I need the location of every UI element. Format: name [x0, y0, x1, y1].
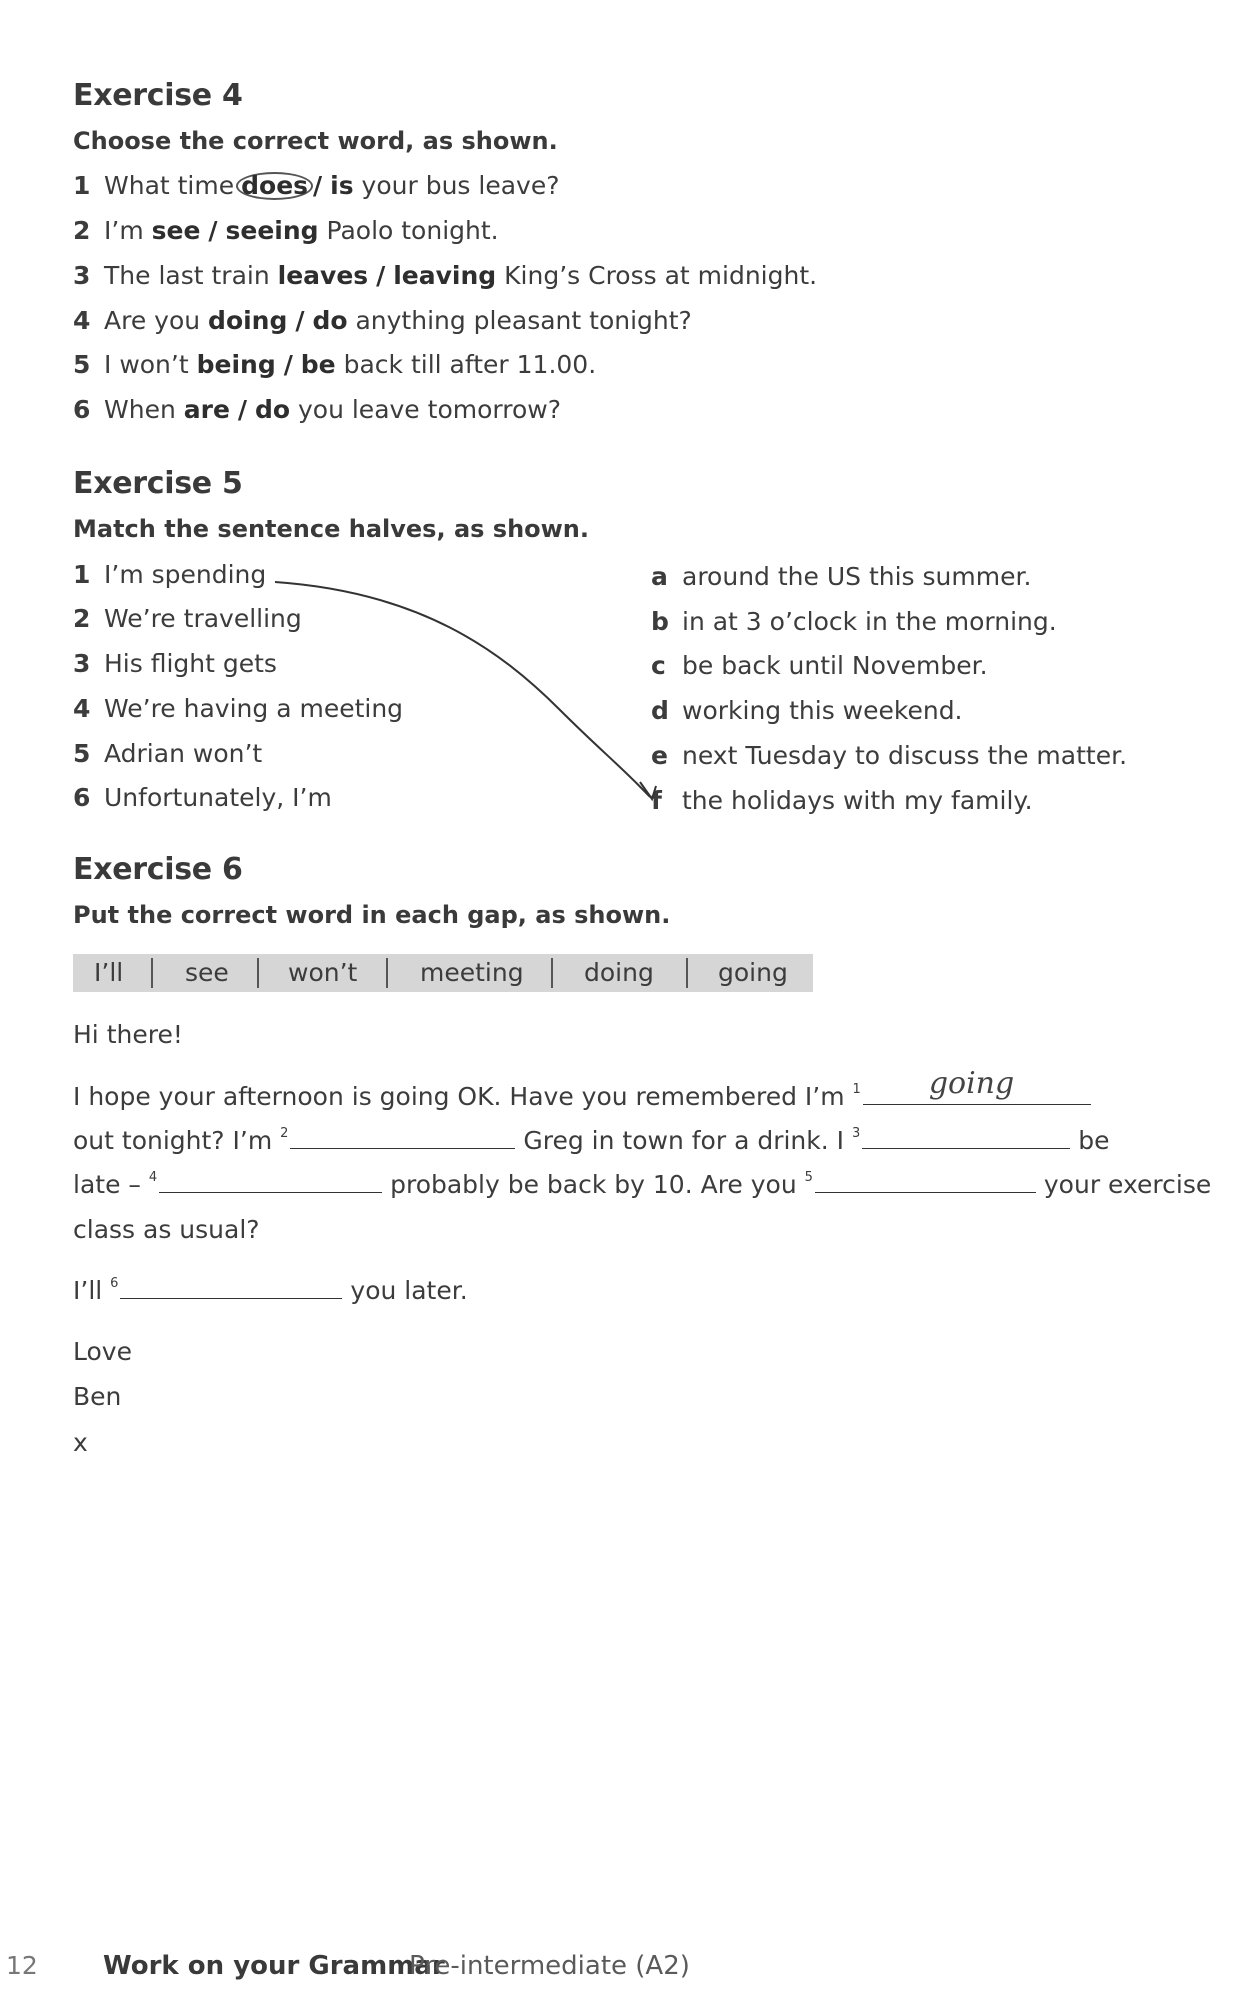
letter-line-2: out tonight? I’m $^2$ Greg in town for a drink. I $^3$ be — [73, 1126, 1110, 1155]
letter-sign-name: Ben — [73, 1382, 122, 1411]
word-separator — [257, 958, 259, 988]
word-box-item: see — [185, 958, 229, 987]
ex5-left-1: 1 I’m spending — [73, 560, 267, 589]
book-title: Work on your Grammar — [103, 1951, 445, 1981]
letter-line-5: I’ll $^6$ you later. — [73, 1276, 468, 1305]
book-level: Pre-intermediate (A2) — [409, 1951, 690, 1981]
exercise-5-instruction: Match the sentence halves, as shown. — [73, 515, 590, 543]
ex4-item-6: 6 When are / do you leave tomorrow? — [73, 395, 561, 424]
word-box-item: going — [718, 958, 788, 987]
page-number: 12 — [6, 1951, 38, 1980]
letter-sign-kiss: x — [73, 1428, 88, 1457]
exercise-4-instruction: Choose the correct word, as shown. — [73, 127, 558, 155]
ex4-item-4: 4 Are you doing / do anything pleasant tonight? — [73, 306, 692, 335]
letter-greeting: Hi there! — [73, 1020, 183, 1049]
ex5-right-f: f the holidays with my family. — [651, 786, 1033, 815]
ex5-left-3: 3 His flight gets — [73, 649, 277, 678]
word-box-item: won’t — [288, 958, 358, 987]
exercise-5-title: Exercise 5 — [73, 466, 243, 501]
word-separator — [686, 958, 688, 988]
exercise-6-instruction: Put the correct word in each gap, as shown. — [73, 901, 671, 929]
letter-line-1: I hope your afternoon is going OK. Have you remembered I’m $^1$ going — [73, 1082, 1091, 1111]
ex4-item-5: 5 I won’t being / be back till after 11.00. — [73, 350, 597, 379]
letter-sign-love: Love — [73, 1337, 132, 1366]
word-box-item: doing — [584, 958, 654, 987]
ex4-item-2: 2 I’m see / seeing Paolo tonight. — [73, 216, 499, 245]
ex5-right-e: e next Tuesday to discuss the matter. — [651, 741, 1128, 770]
ex5-right-d: d working this weekend. — [651, 696, 963, 725]
letter-line-3: late – $^4$ probably be back by 10. Are you $^5$ your exercise — [73, 1170, 1212, 1199]
gap-4[interactable] — [159, 1170, 382, 1193]
ex5-right-c: c be back until November. — [651, 651, 988, 680]
word-separator — [386, 958, 388, 988]
word-box-item: I’ll — [94, 958, 124, 987]
letter-line-4: class as usual? — [73, 1215, 260, 1244]
word-separator — [151, 958, 153, 988]
ex5-right-a: a around the US this summer. — [651, 562, 1032, 591]
handwritten-answer: going — [928, 1066, 1015, 1101]
exercise-4-title: Exercise 4 — [73, 78, 243, 113]
ex5-left-2: 2 We’re travelling — [73, 604, 302, 633]
circled-answer: does — [236, 172, 313, 200]
gap-2[interactable] — [290, 1126, 515, 1149]
gap-3[interactable] — [862, 1126, 1070, 1149]
ex5-left-6: 6 Unfortunately, I’m — [73, 783, 332, 812]
gap-6[interactable] — [120, 1276, 342, 1299]
exercise-6-title: Exercise 6 — [73, 852, 243, 887]
gap-1[interactable] — [863, 1066, 1091, 1105]
gap-5[interactable] — [815, 1170, 1036, 1193]
ex4-item-3: 3 The last train leaves / leaving King’s Cross at midnight. — [73, 261, 818, 290]
word-separator — [551, 958, 553, 988]
ex4-item-1: 1 What time does / is your bus leave? — [73, 171, 560, 200]
ex5-right-b: b in at 3 o’clock in the morning. — [651, 607, 1057, 636]
ex5-left-5: 5 Adrian won’t — [73, 739, 263, 768]
word-box-item: meeting — [420, 958, 524, 987]
ex5-left-4: 4 We’re having a meeting — [73, 694, 404, 723]
